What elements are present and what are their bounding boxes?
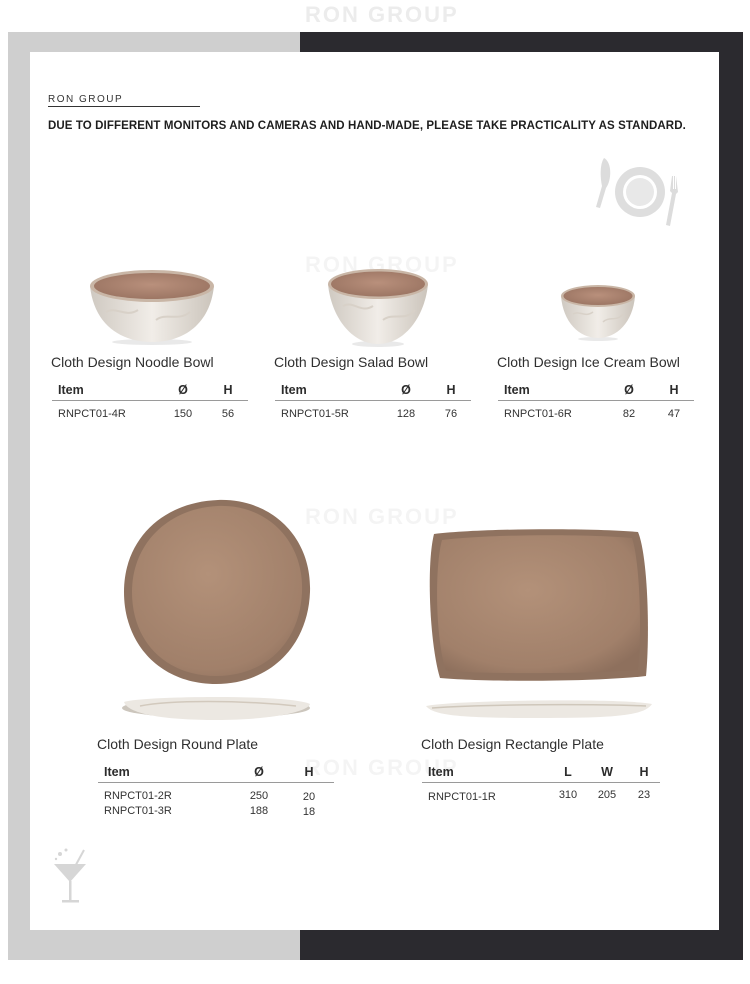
header-diameter: Ø (234, 765, 284, 783)
ice-cream-bowl-spec-table (498, 383, 694, 421)
salad-bowl-name: Cloth Design Salad Bowl (274, 354, 429, 370)
cell-diameter: 128 (396, 408, 416, 420)
round-plate-name: Cloth Design Round Plate (97, 736, 259, 752)
cell-width: 205 (597, 789, 617, 801)
rectangle-plate-photo (424, 526, 654, 722)
header-diameter: Ø (604, 383, 654, 401)
table-header-row (98, 765, 334, 783)
header-height: H (431, 383, 471, 401)
header-item: Item (52, 383, 158, 401)
salad-bowl-photo (325, 264, 431, 348)
cell-item: RNPCT01-2R (104, 790, 172, 802)
header-item: Item (422, 765, 550, 783)
disclaimer-notice: DUE TO DIFFERENT MONITORS AND CAMERAS AND HAND-MADE, PLEASE TAKE PRACTICALITY AS STANDARD. (48, 120, 686, 132)
header-item: Item (98, 765, 234, 783)
fork-icon (666, 176, 678, 226)
salad-bowl-spec-table (275, 383, 471, 421)
cell-item: RNPCT01-5R (281, 408, 349, 420)
round-plate-spec-table (98, 765, 334, 819)
cell-item: RNPCT01-1R (428, 791, 496, 803)
noodle-bowl-spec-table (52, 383, 248, 421)
table-row (98, 783, 334, 805)
cell-height: 23 (637, 789, 651, 801)
table-row (498, 401, 694, 422)
table-row (275, 401, 471, 422)
header-diameter: Ø (381, 383, 431, 401)
cell-height: 56 (221, 408, 235, 420)
noodle-bowl-photo (86, 266, 218, 346)
header-height: H (284, 765, 334, 783)
table-header-row (52, 383, 248, 401)
table-row (98, 804, 334, 819)
header-item: Item (498, 383, 604, 401)
header-height: H (628, 765, 660, 783)
table-header-row (275, 383, 471, 401)
rectangle-plate-name: Cloth Design Rectangle Plate (421, 736, 604, 752)
knife-icon (596, 158, 610, 208)
cell-item: RNPCT01-6R (504, 408, 572, 420)
table-header-row (422, 765, 660, 783)
rectangle-plate-spec-table (422, 765, 660, 804)
header-height: H (208, 383, 248, 401)
round-plate-photo (120, 496, 316, 722)
plate-icon (615, 167, 665, 217)
header-width: W (586, 765, 628, 783)
table-header-row (498, 383, 694, 401)
cell-diameter: 250 (249, 790, 269, 802)
cell-diameter: 82 (622, 408, 636, 420)
header-length: L (550, 765, 586, 783)
brand-label: RON GROUP (48, 94, 200, 107)
cell-height: 20 (302, 791, 316, 803)
table-row (422, 783, 660, 805)
cell-item: RNPCT01-3R (104, 805, 172, 817)
cutlery-decoration (590, 152, 694, 232)
header-item: Item (275, 383, 381, 401)
cell-height: 47 (667, 408, 681, 420)
cocktail-glass-icon (50, 846, 100, 908)
cell-height: 18 (302, 806, 316, 818)
noodle-bowl-name: Cloth Design Noodle Bowl (51, 354, 214, 370)
cell-diameter: 188 (249, 805, 269, 817)
ice-cream-bowl-name: Cloth Design Ice Cream Bowl (497, 354, 680, 370)
cell-diameter: 150 (173, 408, 193, 420)
ice-cream-bowl-photo (559, 282, 637, 342)
catalog-sheet (30, 52, 719, 930)
cell-height: 76 (444, 408, 458, 420)
cell-item: RNPCT01-4R (58, 408, 126, 420)
table-row (52, 401, 248, 422)
header-diameter: Ø (158, 383, 208, 401)
header-height: H (654, 383, 694, 401)
top-watermark: RON GROUP (305, 2, 459, 27)
cell-length: 310 (558, 789, 578, 801)
